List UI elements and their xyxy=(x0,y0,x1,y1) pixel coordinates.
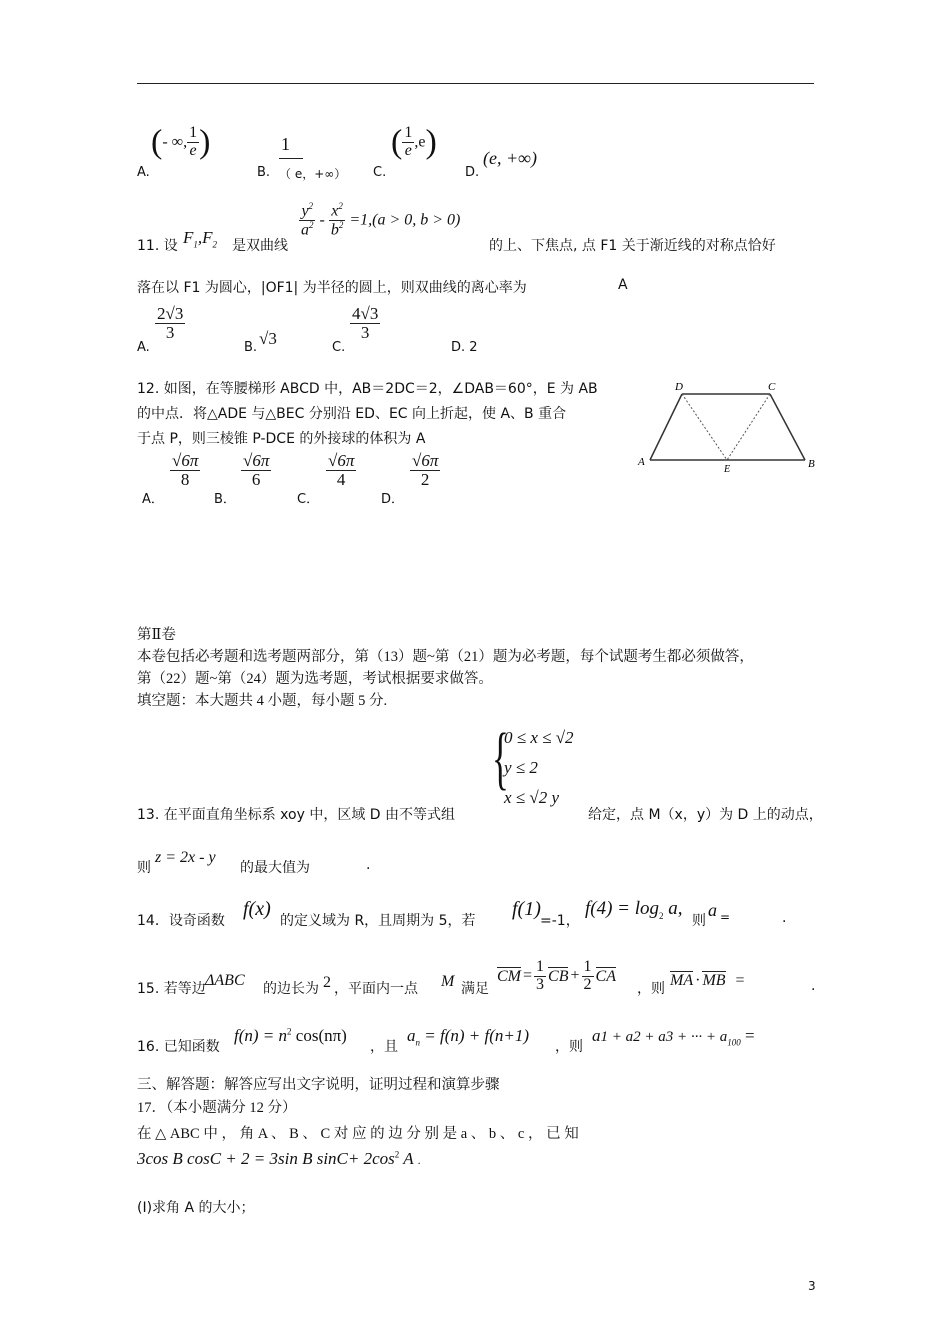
q13-system: { 0 ≤ x ≤ √2 y ≤ 2 x ≤ √2 y xyxy=(492,720,574,807)
edge-ad xyxy=(650,394,682,460)
page-number: 3 xyxy=(808,1279,816,1293)
trapezoid-figure xyxy=(630,378,820,473)
part2-intro: 第Ⅱ卷 本卷包括必考题和选考题两部分，第（13）题~第（21）题为必考题，每个试题考生都必须做答， 第（22）题~第（24）题为选考题，考试根据要求做答。 填空题：本大题共 4 小题，每小题 5 分. xyxy=(137,624,754,712)
q11-line2: 落在以 F1 为圆心，|OF1| 为半径的圆上，则双曲线的离心率为 A xyxy=(137,277,628,296)
edge-de xyxy=(682,394,727,460)
q17-part1: (I)求角 A 的大小； xyxy=(137,1200,255,1216)
q17-equation: 3cos B cosC + 2 = 3sin B $\sin C+ 2\cos^2$ A . xyxy=(137,1149,421,1168)
q17-header: 17．（本小题满分 12 分） xyxy=(137,1100,297,1116)
edge-ce xyxy=(727,394,770,460)
q13-text2: 给定，点 M（x，y）为 D 上的动点， xyxy=(588,807,823,823)
q16: 16. 已知函数 $f(n) = n^2$ cos(nπ) ，且 $a_n = f(n) + f(n+1)$ ，则 a1 + a2 + a3 + ··· + $a_{100}$ = xyxy=(137,1026,755,1055)
q12-question: 12. 如图，在等腰梯形 ABCD 中，AB＝2DC＝2，∠DAB＝60°，E 为 AB 的中点．将△ADE 与△BEC 分别沿 ED、EC 向上折起，使 A、B 重合 于点 P，则三棱锥 P-DCE 的外接球的体积为 A xyxy=(137,381,598,447)
section3-title: 三、解答题：解答应写出文字说明，证明过程和演算步骤 xyxy=(137,1077,500,1093)
q17-line1: 在 △ ABC 中 ， 角 A 、 B 、 C 对 应 的 边 分 别 是 a 、 b 、 c ， 已 知 xyxy=(137,1126,579,1142)
q14: 14．设奇函数 f(x) 的定义域为 R，且周期为 5，若 f(1) =-1， $f(4) = \log_2 a$, 则 a = . xyxy=(137,898,787,929)
label-e: E xyxy=(724,464,731,473)
part2-title: 第Ⅱ卷 xyxy=(137,627,176,643)
q13-line2: 则 z = 2x - y 的最大值为 . xyxy=(137,849,371,876)
label-b: B xyxy=(808,458,815,470)
label-a: A xyxy=(638,456,645,468)
q11-options: A. $\frac{2√3}{3}$ B. √3 C. $\frac{4√3}{3}$ D. 2 xyxy=(137,304,478,355)
q13-text: 13. 在平面直角坐标系 xoy 中，区域 D 由不等式组 xyxy=(137,807,455,823)
q12-options: A． $\frac{√6\pi}{8}$ B． $\frac{√6\pi}{6}$ C． $\frac{√6\pi}{4}$ D． $\frac{√6\pi}{2}$ xyxy=(142,451,439,507)
label-d: D xyxy=(675,381,683,393)
label-c: C xyxy=(768,381,776,393)
header-rule xyxy=(137,83,814,84)
edge-cb xyxy=(770,394,805,460)
q15: 15. 若等边 ΔABC 的边长为 2 ，平面内一点 M 满足 CM = $\frac{1}{3}$ CB + $\frac{1}{2}$ CA ，则 MA · MB = . xyxy=(137,957,816,997)
q11-answer: A xyxy=(618,277,628,293)
